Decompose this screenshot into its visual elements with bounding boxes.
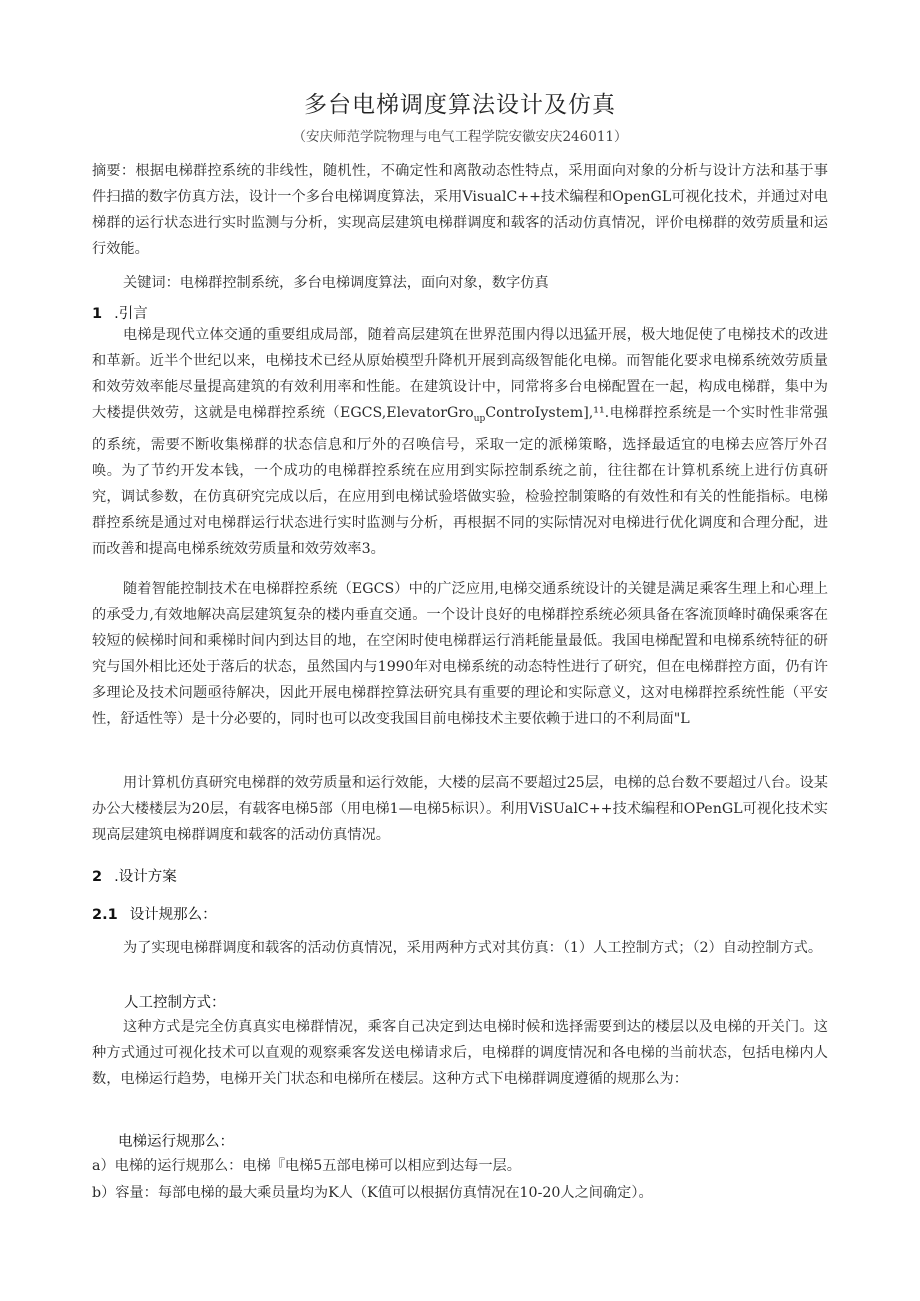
author-affiliation: （安庆师范学院物理与电气工程学院安徽安庆246011） (292, 129, 628, 145)
rule-item-a: a）电梯的运行规那么：电梯『电梯5五部电梯可以相应到达每一层。 (92, 1158, 521, 1174)
section-1-paragraph-1-text: 电梯是现代立体交通的重要组成局部，随着高层建筑在世界范围内得以迅猛开展，极大地促使了电梯技术的改进和革新。近半个世纪以来，电梯技术已经从原始模型升降机开展到高级智能化电梯。而智能化要求电梯系统效劳质量和效劳效率能尽量提高建筑的有效利用率和性能。在建筑设计中，同常将多台电梯配置在一起，构成电梯群，集中为大楼提供效劳，这就是电梯群控系统（EGCS,ElevatorGro (92, 327, 828, 421)
abstract-label: 摘要： (92, 163, 136, 179)
section-1-paragraph-1 (92, 322, 828, 562)
manual-control-heading: 人工控制方式： (124, 995, 226, 1011)
section-1-paragraph-3: 用计算机仿真研究电梯群的效劳质量和运行效能，大楼的层高不要超过25层，电梯的总台数不要超过八台。设某办公大楼楼层为20层，有载客电梯5部（用电梯1—电梯5标识）。利用ViSUalC++技术编程和OPenGL可视化技术实现高层建筑电梯群调度和载客的活动仿真情况。 (92, 775, 828, 843)
keywords-paragraph (92, 270, 828, 296)
section-1-heading (92, 302, 148, 323)
section-1-paragraph-1-rest: ControIystem],¹¹.电梯群控系统是一个实时性非常强的系统，需要不断收集梯群的状态信息和厅外的召唤信号，采取一定的派梯策略，选择最适宜的电梯去应答厅外召唤。为了节约开发本钱，一个成功的电梯群控系统在应用到实际控制系统之前，往往都在计算机系统上进行仿真研究，调试参数，在仿真研究完成以后，在应用到电梯试验塔做实验，检验控制策略的有效性和有关的性能指标。电梯群控系统是通过对电梯群运行状态进行实时监测与分析，再根据不同的实际情况对电梯进行优化调度和合理分配，进而改善和提高电梯系统效劳质量和效劳效率3。 (92, 405, 828, 557)
section-2-1-heading (92, 903, 217, 924)
section-1-title: .引言 (114, 306, 148, 322)
section-2-1-number: 2.1 (92, 907, 118, 923)
rules-heading: 电梯运行规那么： (118, 1134, 234, 1150)
section-2-1-paragraph: 为了实现电梯群调度和载客的活动仿真情况，采用两种方式对其仿真：（1）人工控制方式；（2）自动控制方式。 (123, 940, 823, 956)
section-1-number: 1 (92, 306, 103, 322)
section-2-number: 2 (92, 869, 103, 885)
abstract-paragraph (92, 158, 828, 262)
rule-item-b: b）容量：每部电梯的最大乘员量均为K人（K值可以根据仿真情况在10-20人之间确定）。 (92, 1185, 653, 1201)
section-1-paragraph-2: 随着智能控制技术在电梯群控系统（EGCS）中的广泛应用,电梯交通系统设计的关键是满足乘客生理上和心理上的承受力,有效地解决高层建筑复杂的楼内垂直交通。一个设计良好的电梯群控系统必须具备在客流顶峰时确保乘客在较短的候梯时间和乘梯时间内到达目的地，在空闲时使电梯群运行消耗能量最低。我国电梯配置和电梯系统特征的研究与国外相比还处于落后的状态，虽然国内与1990年对电梯系统的动态特性进行了研究，但在电梯群控方面，仍有许多理论及技术问题亟待解决，因此开展电梯群控算法研究具有重要的理论和实际意义，这对电梯群控系统性能（平安性，舒适性等）是十分必要的，同时也可以改变我国目前电梯技术主要依赖于进口的不利局面"L (92, 581, 828, 727)
paper-title: 多台电梯调度算法设计及仿真 (304, 92, 616, 118)
keywords-label: 关键词： (123, 275, 180, 291)
abstract-text: 根据电梯群控系统的非线性，随机性，不确定性和离散动态性特点，采用面向对象的分析与设计方法和基于事件扫描的数字仿真方法，设计一个多台电梯调度算法，采用VisualC++技术编程和OpenGL可视化技术，并通过对电梯群的运行状态进行实时监测与分析，实现高层建筑电梯群调度和载客的活动仿真情况，评价电梯群的效劳质量和运行效能。 (92, 163, 828, 257)
keywords-text: 电梯群控制系统，多台电梯调度算法，面向对象，数字仿真 (179, 275, 549, 291)
section-2-heading (92, 865, 177, 886)
section-2-title: .设计方案 (114, 869, 177, 885)
manual-control-paragraph: 这种方式是完全仿真真实电梯群情况，乘客自己决定到达电梯时候和选择需要到达的楼层以及电梯的开关门。这种方式通过可视化技术可以直观的观察乘客发送电梯请求后，电梯群的调度情况和各电梯的当前状态，包括电梯内人数，电梯运行趋势，电梯开关门状态和电梯所在楼层。这种方式下电梯群调度遵循的规那么为： (92, 1019, 828, 1087)
section-1-paragraph-1-subscript: up (473, 413, 486, 424)
section-2-1-title: 设计规那么： (129, 907, 217, 923)
